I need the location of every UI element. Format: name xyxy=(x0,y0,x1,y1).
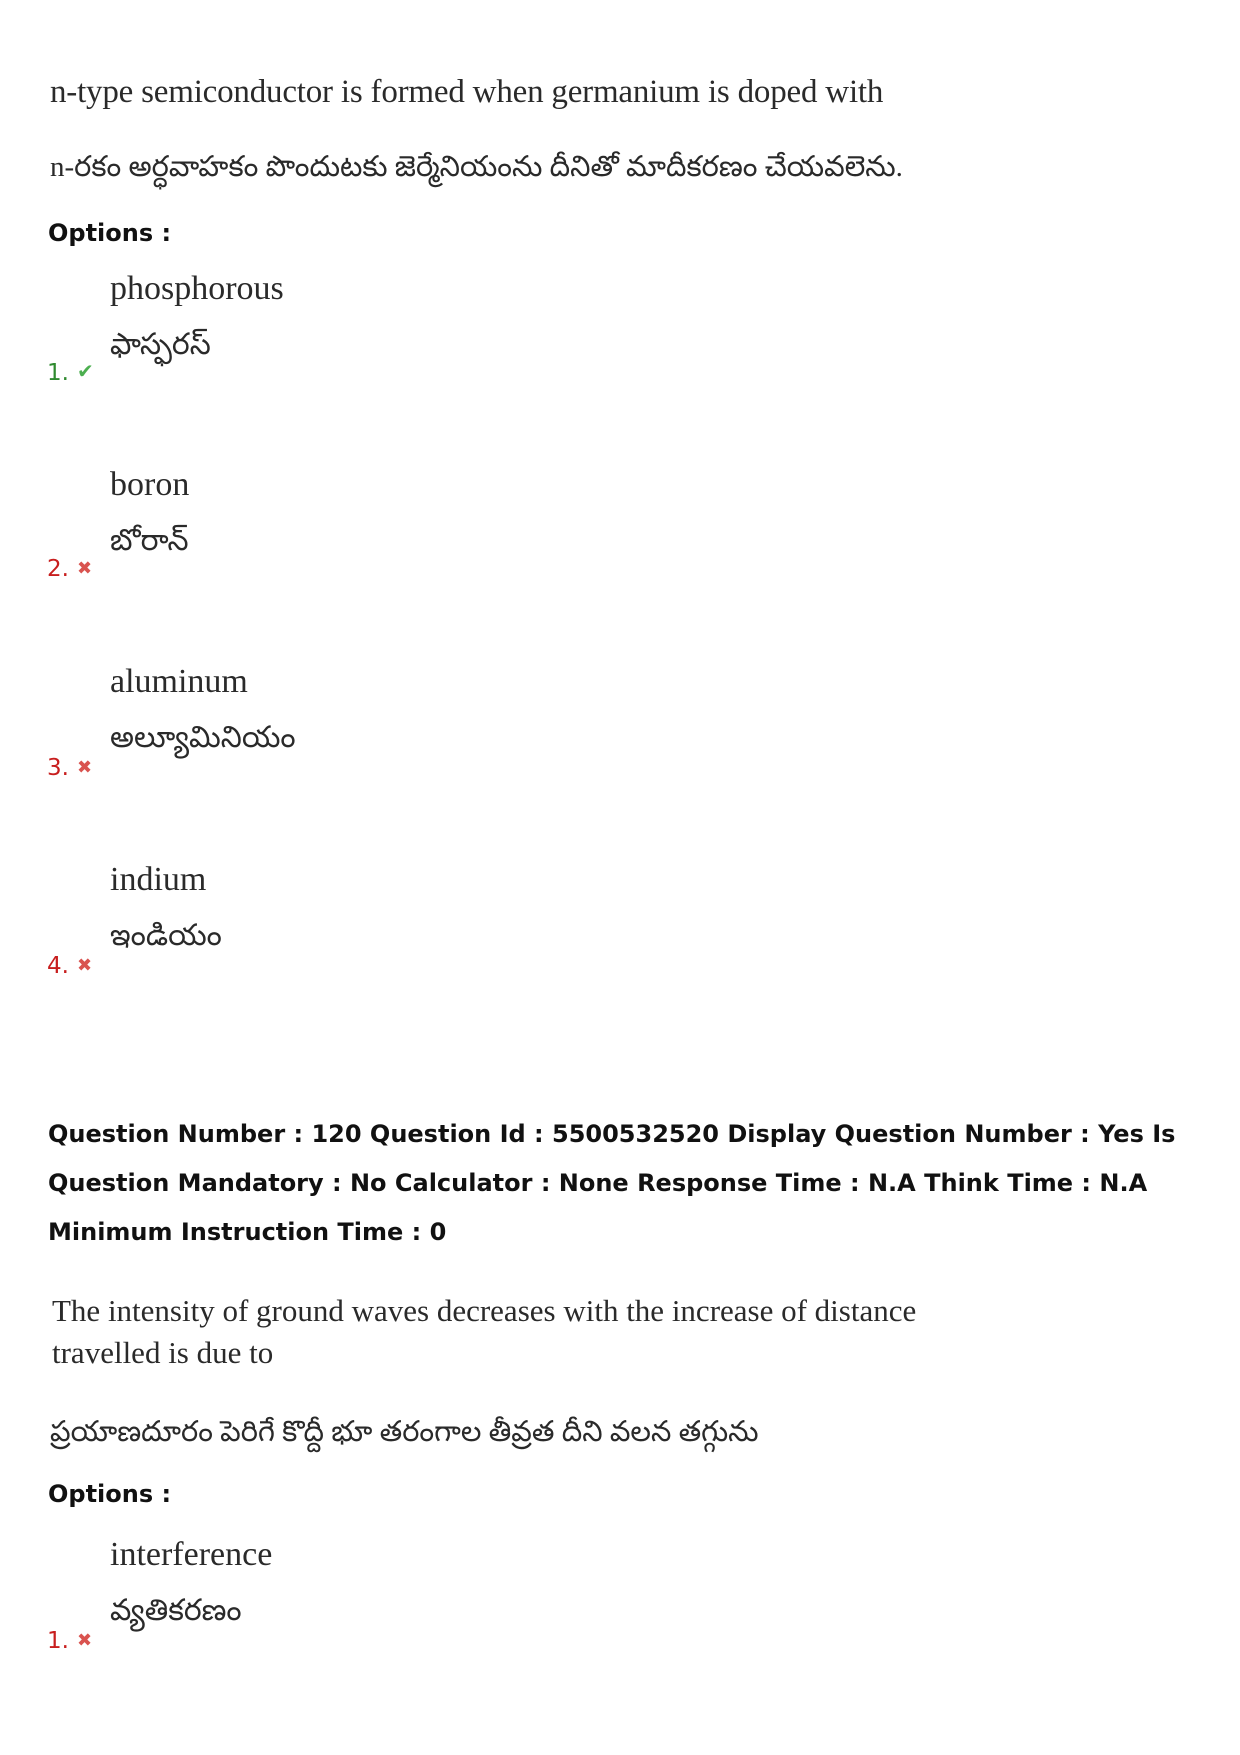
option-text-telugu: అల్యూమినియం xyxy=(110,721,296,754)
wrong-cross-icon: ✖ xyxy=(77,1630,93,1650)
option-number: 2. xyxy=(47,556,69,582)
option-2 xyxy=(0,466,1240,586)
options-heading: Options : xyxy=(48,219,172,247)
option-1 xyxy=(0,270,1240,390)
option-text-telugu: ఫాస్ఫరస్ xyxy=(110,328,211,361)
question-metadata: Question Number : 120 Question Id : 5500532520 Display Question Number : Yes Is Question Mandatory : No Calculator : None Response Time : N.A Think Time : N.A Minimum Instruction Time : 0 xyxy=(48,1120,1176,1246)
wrong-cross-icon: ✖ xyxy=(77,955,93,975)
option-1 xyxy=(0,1536,1240,1656)
option-number: 1. xyxy=(47,360,69,386)
option-4 xyxy=(0,861,1240,981)
correct-check-icon: ✔ xyxy=(77,361,94,383)
question-text-english: The intensity of ground waves decreases with the increase of distance travelled is due to xyxy=(52,1293,917,1370)
question-text-telugu: ప్రయాణదూరం పెరిగే కొద్దీ భూ తరంగాల తీవ్రత దీని వలన తగ్గును xyxy=(50,1416,759,1448)
option-text-english: interference xyxy=(110,1536,273,1573)
question-text-telugu: n-రకం అర్ధవాహకం పొందుటకు జెర్మేనియంను దీనితో మాదీకరణం చేయవలెను. xyxy=(50,151,903,183)
option-number: 1. xyxy=(47,1628,69,1654)
option-text-telugu: వ్యతికరణం xyxy=(110,1594,242,1627)
option-number: 4. xyxy=(47,953,69,979)
option-text-telugu: ఇండియం xyxy=(110,919,222,952)
option-text-english: boron xyxy=(110,466,190,503)
option-text-english: aluminum xyxy=(110,663,248,700)
option-text-english: phosphorous xyxy=(110,270,284,307)
wrong-cross-icon: ✖ xyxy=(77,757,93,777)
question-text-english: n-type semiconductor is formed when germanium is doped with xyxy=(50,74,884,110)
option-3 xyxy=(0,663,1240,783)
option-text-english: indium xyxy=(110,861,207,898)
option-number: 3. xyxy=(47,755,69,781)
options-heading: Options : xyxy=(48,1480,172,1508)
option-text-telugu: బోరాన్ xyxy=(110,524,189,557)
wrong-cross-icon: ✖ xyxy=(77,558,93,578)
